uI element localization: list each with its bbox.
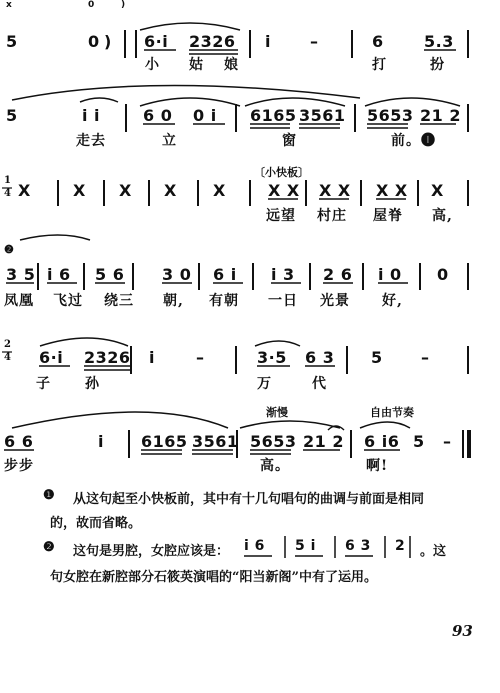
note-group: 5.3 <box>424 32 454 51</box>
lyric: 光景 <box>320 293 350 309</box>
lyric: 姑 <box>189 57 204 73</box>
note-group: 2326 <box>84 348 131 367</box>
note-group: 5 <box>413 432 425 451</box>
note-group: X <box>213 181 226 200</box>
lyric: 好, <box>382 293 403 309</box>
note-group: X X <box>319 181 351 200</box>
note-group: 2 6 <box>323 265 353 284</box>
note-group: 6 i <box>213 265 237 284</box>
lyric: 远望 <box>266 208 296 224</box>
note-group: i 6 <box>47 265 71 284</box>
note-group: 5 <box>371 348 383 367</box>
note-group: i 3 <box>271 265 295 284</box>
tempo-mark: 自由节奏 <box>370 406 414 419</box>
note-group: i <box>98 432 104 451</box>
lyric: 有朝 <box>209 293 239 309</box>
lyric: 子 <box>36 376 51 392</box>
footnote-1-line2: 的，故而省略。 <box>50 516 142 531</box>
note-group: 6165 <box>141 432 188 451</box>
note-group: X <box>431 181 444 200</box>
lyric: 一日 <box>268 293 298 309</box>
note-group: 5 <box>6 106 18 125</box>
note-group: 3 5 <box>6 265 36 284</box>
footnote-1-bullet: ❶ <box>43 488 55 503</box>
lyric: 朝, <box>163 293 184 309</box>
footnote-2-note-c: 6 3 <box>345 538 371 554</box>
note-group: 3·5 <box>257 348 287 367</box>
note-group: 2326 <box>189 32 236 51</box>
note-group: 6 i6 <box>364 432 400 451</box>
note-group: 6 3 <box>305 348 335 367</box>
note-group: X X <box>268 181 300 200</box>
footnote-2-pre: 这句是男腔，女腔应该是： <box>73 544 230 559</box>
note-group: 21 2 <box>303 432 344 451</box>
lyric: 绕三 <box>104 293 134 309</box>
note-group: X <box>73 181 86 200</box>
note-group: – <box>443 432 452 451</box>
note-group: 6 <box>372 32 384 51</box>
lyric: 扮 <box>430 57 445 73</box>
note-group: 5 6 <box>95 265 125 284</box>
lyric: 步步 <box>4 458 34 474</box>
time-signature-bottom: 4 <box>4 188 11 199</box>
lyric: 凤凰 <box>4 293 34 309</box>
note-group: – <box>310 32 319 51</box>
footnote-2-note-a: i 6 <box>244 538 265 554</box>
note-group: 0 i <box>193 106 217 125</box>
note-group: x <box>6 0 13 10</box>
lyric: 窗 <box>282 133 297 149</box>
tempo-mark: 〔小快板〕 <box>254 166 309 179</box>
note-group: – <box>421 348 430 367</box>
footnote-2-bullet: ❷ <box>43 540 55 555</box>
note-group: 0 <box>88 32 100 51</box>
note-group: 6·i <box>39 348 64 367</box>
note-group: – <box>196 348 205 367</box>
note-group: 0 <box>88 0 95 10</box>
note-group: 6·i <box>144 32 169 51</box>
lyric: 小 <box>145 57 160 73</box>
lyric: 前。❶ <box>391 133 436 149</box>
note-group: 3561 <box>192 432 239 451</box>
page-number: 93 <box>452 622 473 640</box>
note-group: 6165 <box>250 106 297 125</box>
note-group: X <box>164 181 177 200</box>
time-signature-bottom: 4 <box>4 352 11 363</box>
note-group: 6 0 <box>143 106 173 125</box>
tempo-mark: 渐慢 <box>266 406 288 419</box>
lyric: 孙 <box>85 376 100 392</box>
footnote-2-post: 。这 <box>420 544 447 559</box>
lyric: 村庄 <box>317 208 347 224</box>
lyric: 高。 <box>260 458 290 474</box>
lyric: 立 <box>162 133 177 149</box>
note-group: i <box>265 32 271 51</box>
note-group: ) <box>121 0 126 10</box>
note-group: 3 0 <box>162 265 192 284</box>
note-group: ) <box>104 32 112 51</box>
note-group: 3561 <box>299 106 346 125</box>
note-group: i <box>149 348 155 367</box>
lyric: 啊! <box>366 458 389 474</box>
note-group: i i <box>82 106 101 125</box>
note-group: 0 <box>437 265 449 284</box>
footnote-2-note-d: 2 <box>395 538 406 554</box>
time-signature-top: 2 <box>4 339 11 350</box>
lyric: 打 <box>372 57 387 73</box>
lyric: 万 <box>257 376 272 392</box>
lyric: 走去 <box>76 133 106 149</box>
note-group: X <box>18 181 31 200</box>
lyric: 屋脊 <box>373 208 403 224</box>
footnote-1-line1: 从这句起至小快板前，其中有十几句唱句的曲调与前面是相同 <box>73 492 425 507</box>
note-group: 5653 <box>250 432 297 451</box>
note-group: 5653 <box>367 106 414 125</box>
footnote-2-note-b: 5 i <box>295 538 316 554</box>
time-signature-top: 1 <box>4 175 11 186</box>
note-group: 6 6 <box>4 432 34 451</box>
note-group: 5 <box>6 32 18 51</box>
note-group: 21 2 <box>420 106 461 125</box>
footnote-2-line2: 句女腔在新腔部分石筱英演唱的“阳当新阁”中有了运用。 <box>50 570 377 585</box>
note-group: X X <box>376 181 408 200</box>
note-group: i 0 <box>378 265 402 284</box>
note-group: X <box>119 181 132 200</box>
lyric: 娘 <box>224 57 239 73</box>
lyric: 飞过 <box>53 293 83 309</box>
lyric: 高, <box>432 208 453 224</box>
tempo-mark: ❷ <box>4 243 14 256</box>
lyric: 代 <box>312 376 327 392</box>
